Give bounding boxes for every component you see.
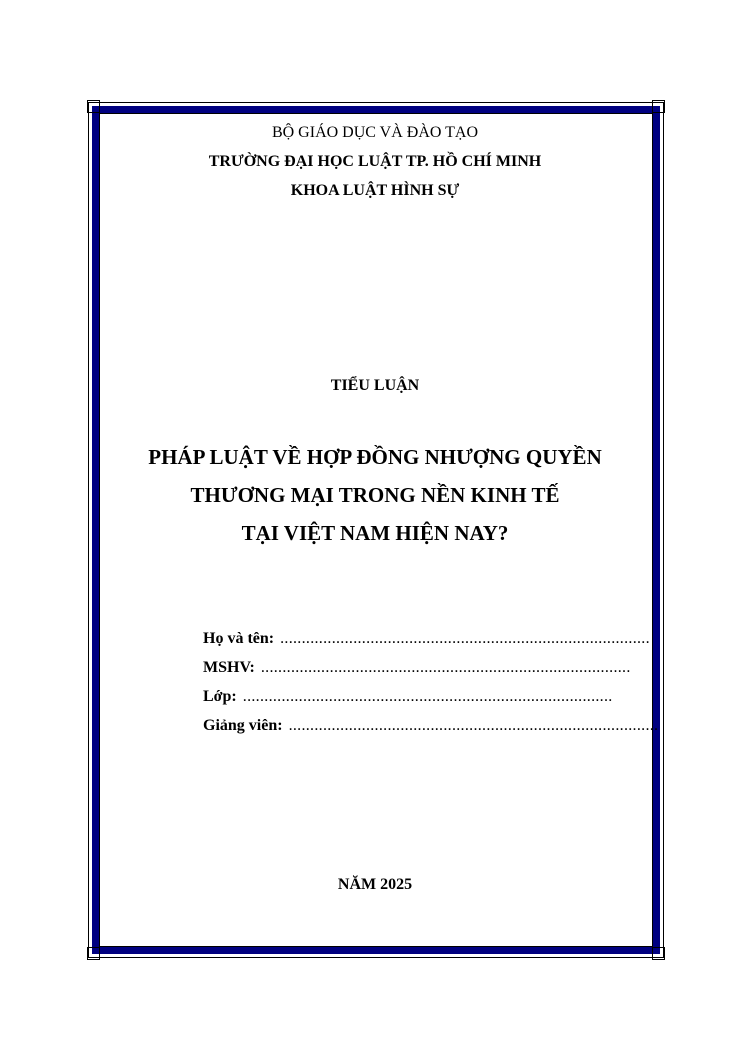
field-student-id — [203, 659, 631, 688]
field-value: ...................................................................................... — [280, 630, 650, 647]
field-label: Họ và tên: — [203, 630, 275, 647]
field-label: MSHV: — [203, 659, 255, 676]
title-line: PHÁP LUẬT VỀ HỢP ĐỒNG NHƯỢNG QUYỀN — [148, 445, 602, 469]
faculty-name: KHOA LUẬT HÌNH SỰ — [290, 182, 460, 199]
document-type: TIỂU LUẬN — [330, 377, 420, 394]
title-line: TẠI VIỆT NAM HIỆN NAY? — [241, 521, 509, 545]
field-value: ...................................................................................... — [242, 688, 613, 705]
year: NĂM 2025 — [337, 876, 413, 893]
border-corner — [87, 947, 100, 960]
field-lecturer — [203, 717, 659, 746]
field-label: Lớp: — [203, 688, 237, 705]
document-title — [0, 438, 750, 552]
field-label: Giảng viên: — [203, 717, 283, 734]
field-name — [203, 630, 650, 659]
border-corner — [87, 100, 100, 113]
ministry-name: BỘ GIÁO DỤC VÀ ĐÀO TẠO — [271, 124, 479, 141]
title-line: THƯƠNG MẠI TRONG NỀN KINH TẾ — [190, 483, 560, 507]
field-value: ...................................................................................... — [260, 659, 631, 676]
field-class — [203, 688, 613, 717]
border-corner — [652, 947, 665, 960]
university-name: TRƯỜNG ĐẠI HỌC LUẬT TP. HỒ CHÍ MINH — [208, 153, 542, 170]
border-corner — [652, 100, 665, 113]
field-value: ...................................................................................... — [288, 717, 659, 734]
student-info — [203, 630, 659, 746]
